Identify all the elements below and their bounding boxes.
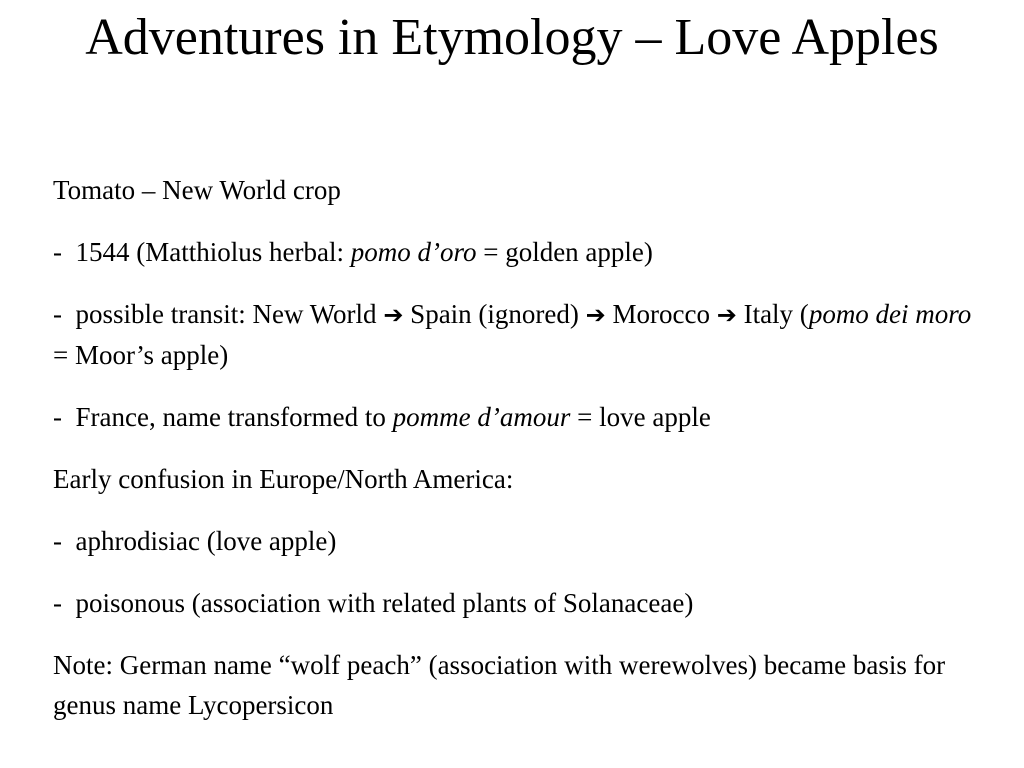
line-text: = golden apple) <box>476 237 653 267</box>
slide-body <box>53 170 983 725</box>
line-text: France, name transformed to <box>75 402 393 432</box>
line-text: aphrodisiac (love apple) <box>75 526 337 556</box>
dash-marker: - <box>53 588 76 618</box>
italic-term: pomme d’amour <box>392 402 571 432</box>
line-text: possible transit: New World <box>75 299 384 329</box>
italic-term: pomo dei moro <box>808 299 972 329</box>
bullet-aphrodisiac <box>53 521 983 561</box>
slide-title: Adventures in Etymology – Love Apples <box>85 9 939 66</box>
dash-marker: - <box>53 526 76 556</box>
bullet-poisonous <box>53 583 983 623</box>
bullet-confusion <box>53 459 983 499</box>
line-text: Morocco <box>605 299 717 329</box>
arrow-right-icon: ➔ <box>383 301 404 329</box>
arrow-right-icon: ➔ <box>716 301 737 329</box>
bullet-tomato <box>53 170 983 210</box>
dash-marker: - <box>53 299 76 329</box>
line-text: Note: German name “wolf peach” (association with werewolves) became basis for genus name Lycopersicon <box>53 650 946 720</box>
line-text: Early confusion in Europe/North America: <box>53 464 514 494</box>
line-text: = love apple <box>570 402 711 432</box>
italic-term: pomo d’oro <box>350 237 477 267</box>
line-text: 1544 (Matthiolus herbal: <box>75 237 351 267</box>
bullet-transit <box>53 294 983 375</box>
line-text: Tomato – New World crop <box>53 175 341 205</box>
line-text: poisonous (association with related plants of Solanaceae) <box>75 588 694 618</box>
bullet-1544 <box>53 232 983 272</box>
dash-marker: - <box>53 237 76 267</box>
line-text: = Moor’s apple) <box>53 340 229 370</box>
dash-marker: - <box>53 402 76 432</box>
arrow-right-icon: ➔ <box>585 301 606 329</box>
line-text: Spain (ignored) <box>403 299 586 329</box>
bullet-note <box>53 645 983 725</box>
bullet-france <box>53 397 983 437</box>
line-text: Italy ( <box>736 299 809 329</box>
